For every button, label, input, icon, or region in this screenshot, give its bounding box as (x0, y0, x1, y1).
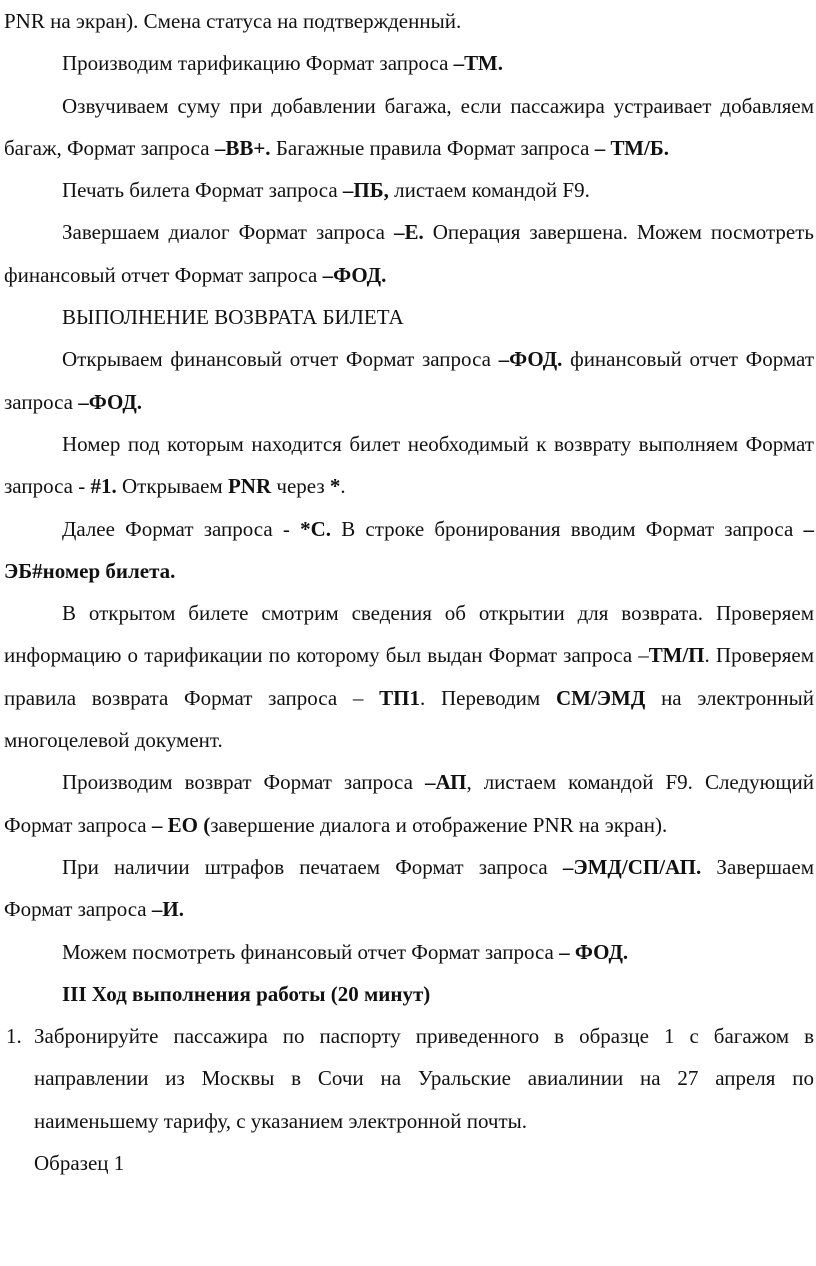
paragraph-refund (4, 761, 814, 846)
paragraph-ticket-print (4, 169, 814, 211)
bold-command-text: –Е. (393, 220, 424, 245)
paragraph-open-report (4, 338, 814, 423)
text-run: ВЫПОЛНЕНИЕ ВОЗВРАТА БИЛЕТА (62, 305, 404, 330)
list-item (4, 1015, 814, 1142)
bold-command-text: PNR (227, 474, 272, 499)
bold-command-text: * (329, 474, 341, 499)
text-run: При наличии штрафов печатаем Формат запроса (62, 854, 563, 879)
bold-command-text: СМ/ЭМД (555, 685, 646, 710)
bold-command-text: –ТМ. (453, 51, 503, 76)
bold-command-text: –ВВ+. (214, 135, 271, 160)
bold-command-text: –АП (424, 770, 467, 795)
text-run: PNR на экран). Смена статуса на подтвержденный. (4, 9, 462, 33)
text-run: В строке бронирования вводим Формат запроса (331, 516, 804, 541)
paragraph-baggage (4, 85, 814, 170)
text-run: Завершаем диалог Формат запроса (62, 220, 394, 245)
text-run: листаем командой F9. (388, 178, 590, 203)
paragraph-open-ticket (4, 592, 814, 761)
text-run: Операция завершена. Можем посмотреть финансовый отчет Формат запроса (4, 220, 814, 287)
bold-command-text: – ФОД. (559, 939, 629, 964)
bold-command-text: III Ход выполнения работы (20 минут) (62, 981, 431, 1006)
text-run: . Проверяем правила возврата Формат запроса – (4, 643, 814, 710)
text-run: финансовый отчет Формат запроса (4, 347, 814, 414)
text-run: . (340, 474, 346, 499)
paragraph-tariffication (4, 42, 814, 84)
paragraph-finish-dialog (4, 211, 814, 296)
bold-command-text: #1. (90, 474, 117, 499)
bold-command-text: –ФОД. (322, 262, 387, 287)
text-run: Открываем финансовый отчет Формат запроса (62, 347, 499, 372)
sample-label: Образец 1 (34, 1151, 125, 1176)
text-run: Багажные правила Формат запроса (270, 135, 595, 160)
text-run: на электронный многоцелевой документ. (4, 685, 814, 753)
bold-command-text: – ЕО ( (151, 812, 211, 837)
text-run: В открытом билете смотрим сведения об открытии для возврата. Проверяем информацию о тарификации по которому был выдан Формат запроса – (4, 601, 814, 668)
bold-command-text: – ТМ/Б. (594, 135, 669, 160)
paragraph-booking-line (4, 508, 814, 593)
paragraph-ticket-number (4, 423, 814, 508)
section-heading-work-progress (4, 973, 814, 1015)
bold-command-text: –ФОД. (78, 389, 143, 414)
text-run: Завершаем Формат запроса (4, 854, 814, 922)
list-item-text: Забронируйте пассажира по паспорту приведенного в образце 1 с багажом в направлении из Москвы в Сочи на Уральские авиалинии на 27 апреля по наименьшему тарифу, с указанием электронной почты. (34, 1024, 814, 1133)
bold-command-text: –И. (151, 897, 184, 922)
bold-command-text: ТП1 (379, 685, 421, 710)
list-number: 1. (6, 1024, 22, 1049)
text-run: . Переводим (420, 685, 556, 710)
text-run: Можем посмотреть финансовый отчет Формат запроса (62, 939, 560, 964)
text-run: Производим возврат Формат запроса (62, 770, 425, 795)
text-run: Открываем (116, 474, 228, 499)
text-run: завершение диалога и отображение PNR на экран). (210, 812, 668, 837)
bold-command-text: –ЭМД/СП/АП. (562, 854, 702, 879)
text-run: Озвучиваем суму при добавлении багажа, если пассажира устраивает добавляем багаж, Формат запроса (4, 93, 814, 160)
text-run: Номер под которым находится билет необходимый к возврату выполняем Формат запроса - (4, 431, 814, 499)
section-heading-refund (4, 296, 814, 338)
text-run: Печать билета Формат запроса (62, 178, 343, 203)
bold-command-text: *С. (300, 516, 331, 541)
paragraph-pnr-status (4, 0, 814, 42)
paragraph-penalties (4, 846, 814, 931)
text-run: Далее Формат запроса - (62, 516, 301, 541)
text-run: , листаем командой F9. Следующий Формат запроса (4, 770, 814, 837)
text-run: через (271, 474, 330, 499)
text-run: Производим тарификацию Формат запроса (62, 51, 454, 76)
bold-command-text: –ФОД. (498, 347, 563, 372)
bold-command-text: ТМ/П (648, 643, 705, 668)
paragraph-view-report (4, 931, 814, 973)
bold-command-text: –ПБ, (342, 178, 389, 203)
bold-command-text: – ЭБ#номер билета. (4, 516, 814, 583)
